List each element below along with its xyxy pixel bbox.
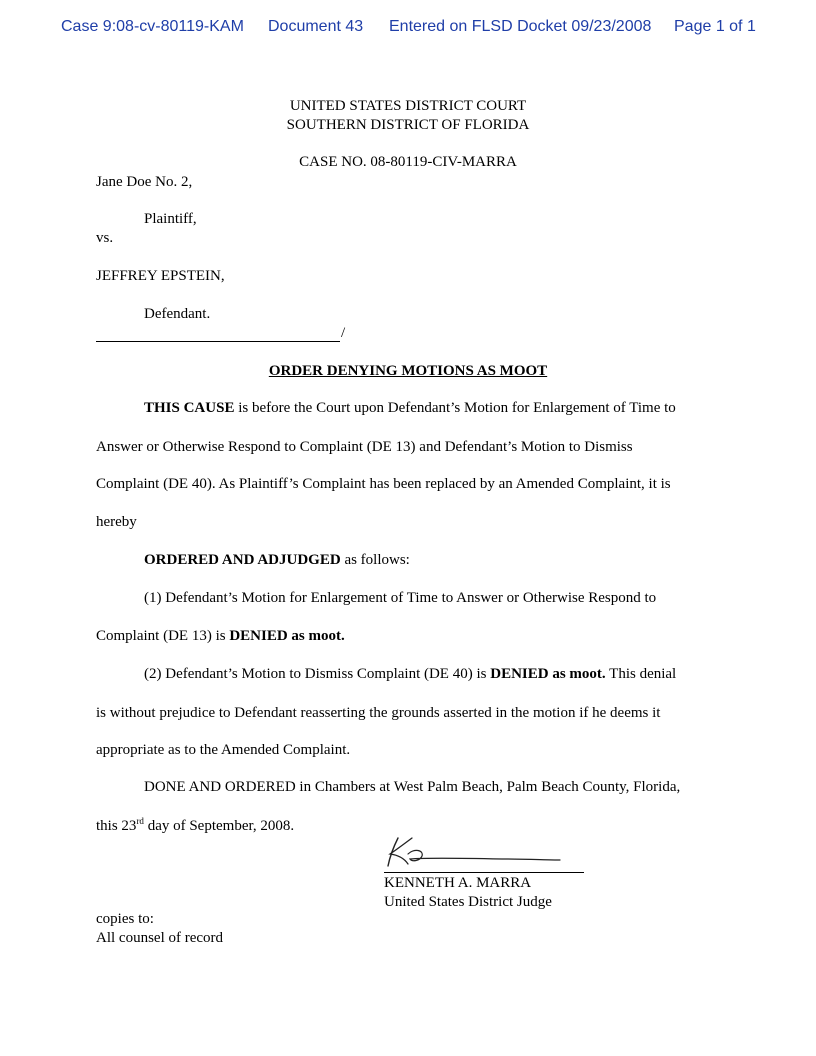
docket-case-number: Case 9:08-cv-80119-KAM <box>61 18 244 35</box>
done-line: this 23rd day of September, 2008. <box>96 816 295 834</box>
ordered-line: ORDERED AND ADJUDGED as follows: <box>144 552 410 568</box>
copies-recipients: All counsel of record <box>96 930 224 946</box>
case-number: CASE NO. 08-80119-CIV-MARRA <box>299 154 517 170</box>
plaintiff-name: Jane Doe No. 2, <box>96 174 193 190</box>
docket-page-count: Page 1 of 1 <box>674 18 756 35</box>
defendant-role: Defendant. <box>144 306 211 322</box>
docket-document-number: Document 43 <box>268 18 364 35</box>
paragraph-line: hereby <box>96 514 137 530</box>
paragraph-line: Complaint (DE 40). As Plaintiff’s Complaint has been replaced by an Amended Complaint, it is <box>96 476 671 492</box>
defendant-name: JEFFREY EPSTEIN, <box>96 268 225 284</box>
item-1-line: Complaint (DE 13) is DENIED as moot. <box>96 628 345 644</box>
caption-rule <box>96 341 340 342</box>
item-1-line: (1) Defendant’s Motion for Enlargement of Time to Answer or Otherwise Respond to <box>144 590 657 606</box>
done-line: DONE AND ORDERED in Chambers at West Palm Beach, Palm Beach County, Florida, <box>144 779 681 795</box>
paragraph-line: THIS CAUSE is before the Court upon Defendant’s Motion for Enlargement of Time to <box>144 400 676 416</box>
judge-signature <box>382 834 572 870</box>
judge-title: United States District Judge <box>384 894 552 910</box>
caption-slash: / <box>341 325 346 341</box>
court-name: UNITED STATES DISTRICT COURT <box>289 98 527 114</box>
item-2-line: (2) Defendant’s Motion to Dismiss Complaint (DE 40) is DENIED as moot. This denial <box>144 666 677 682</box>
copies-label: copies to: <box>96 911 154 927</box>
judge-name: KENNETH A. MARRA <box>384 875 532 891</box>
item-2-line: appropriate as to the Amended Complaint. <box>96 742 351 758</box>
paragraph-line: Answer or Otherwise Respond to Complaint (DE 13) and Defendant’s Motion to Dismiss <box>96 439 633 455</box>
item-2-line: is without prejudice to Defendant reasserting the grounds asserted in the motion if he deems it <box>96 705 661 721</box>
order-title: ORDER DENYING MOTIONS AS MOOT <box>268 363 548 379</box>
docket-entered-date: Entered on FLSD Docket 09/23/2008 <box>389 18 652 35</box>
versus: vs. <box>96 230 114 246</box>
court-district: SOUTHERN DISTRICT OF FLORIDA <box>286 117 530 133</box>
plaintiff-role: Plaintiff, <box>144 211 197 227</box>
signature-line <box>384 872 584 873</box>
